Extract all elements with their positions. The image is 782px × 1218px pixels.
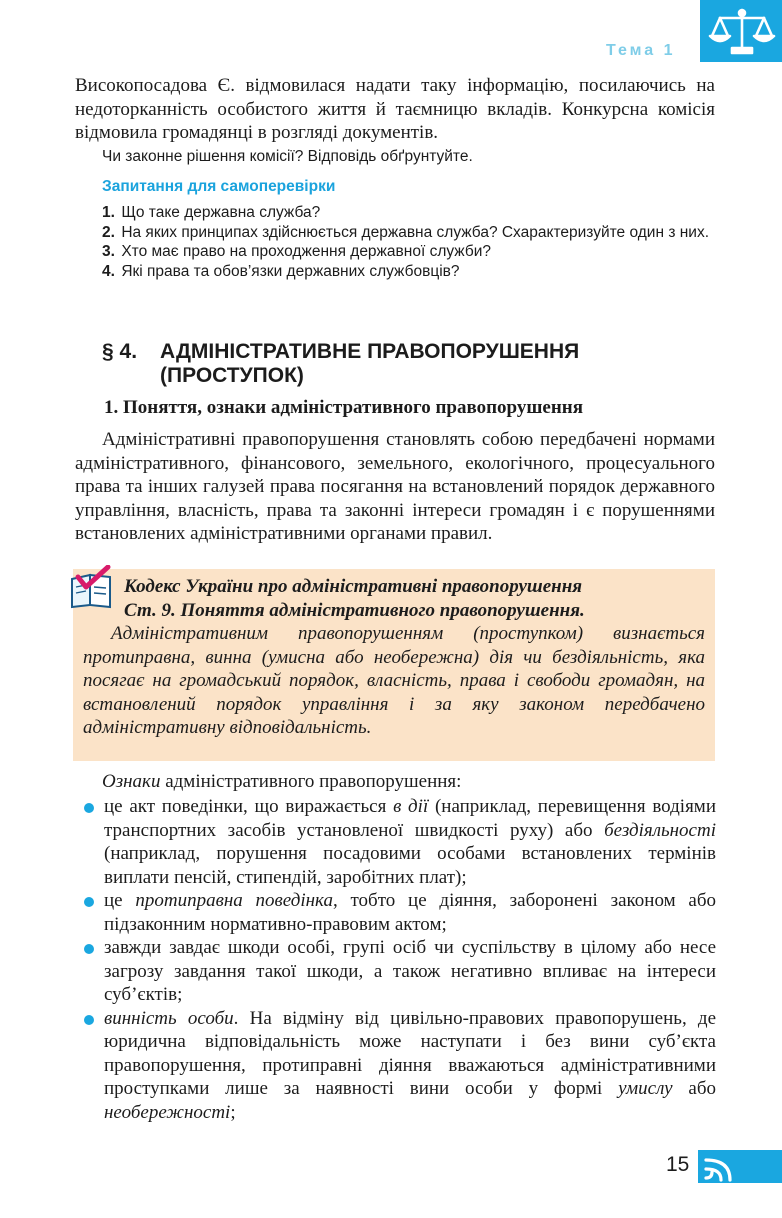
signs-list: [82, 795, 716, 1124]
list-item: 3. Хто має право на проходження державної служби?: [102, 243, 491, 260]
signs-lead: Ознаки адміністративного правопорушення:: [102, 771, 462, 792]
section-title: АДМІНІСТРАТИВНЕ ПРАВОПОРУШЕННЯ (ПРОСТУПОК): [160, 340, 580, 387]
bullet-icon: [84, 1015, 94, 1025]
signal-waves-icon: [702, 1152, 742, 1182]
topic-badge: [700, 0, 782, 62]
intro-question: Чи законне рішення комісії? Відповідь обґрунтуйте.: [102, 148, 473, 165]
bullet-icon: [84, 803, 94, 813]
code-quote-body: Адміністративним правопорушенням (проступком) визнається протиправна, винна (умисна або необережна) дія чи бездіяльність, яка посягає на громадський порядок, власність, права і свободи громадян, на встановлений порядок управління і за яку законом передбачено адміністративну відповідальність.: [83, 623, 705, 738]
list-item: 1. Що таке державна служба?: [102, 204, 321, 221]
list-item: завжди завдає шкоди особі, групі осіб чи суспільству в цілому або несе загрозу завдання такої шкоди, а також негативно впливає на інтереси суб’єктів;: [82, 936, 716, 1007]
bullet-icon: [84, 944, 94, 954]
list-item: 4. Які права та обов’язки державних службовців?: [102, 262, 460, 280]
self-check-list: [102, 203, 722, 281]
list-item: це акт поведінки, що виражається в дії (наприклад, перевищення водіями транспортних засобів установленої швидкості руху) або бездіяльності (наприклад, порушення посадовими особами встановлених термінів виплати пенсій, стипендій, заробітних плат);: [82, 795, 716, 889]
section-number: § 4.: [102, 340, 138, 363]
intro-paragraph: Високопосадова Є. відмовилася надати таку інформацію, посилаючись на недоторканність особистого життя й таємницю вкладів. Конкурсна комісія відмовила громадянці в розгляді документів.: [75, 75, 715, 143]
page-tab: [698, 1150, 782, 1183]
self-check-heading: Запитання для самоперевірки: [102, 178, 336, 195]
list-item: 2. На яких принципах здійснюється державна служба? Схарактеризуйте один з них.: [102, 223, 710, 241]
section-paragraph: Адміністративні правопорушення становлять собою передбачені нормами адміністративного, фінансового, земельного, екологічного, процесуального права та інших галузей права посягання на встановлений порядок державного управління, власність, права та законні інтереси громадян і є порушеннями встановлених адміністративними органами правил.: [75, 429, 715, 544]
list-item: це протиправна поведінка, тобто це діяння, заборонені законом або підзаконним нормативно-правовим актом;: [82, 889, 716, 936]
scales-icon: [706, 4, 778, 58]
topic-label: Тема 1: [606, 42, 676, 59]
page-number: 15: [666, 1153, 690, 1176]
bullet-icon: [84, 897, 94, 907]
list-item: винність особи. На відміну від цивільно-правових правопорушень, де юридична відповідальність може наступати і без вини суб’єкта правопорушення, протиправні діяння вважаються адміністративними проступками лише за наявності вини особи у формі умислу або необережності;: [82, 1007, 716, 1125]
subsection-title: 1. Поняття, ознаки адміністративного правопорушення: [104, 397, 584, 418]
code-quote-source: Кодекс України про адміністративні правопорушення Ст. 9. Поняття адміністративного правопорушення.: [124, 576, 585, 621]
book-checkmark-icon: [68, 565, 116, 614]
